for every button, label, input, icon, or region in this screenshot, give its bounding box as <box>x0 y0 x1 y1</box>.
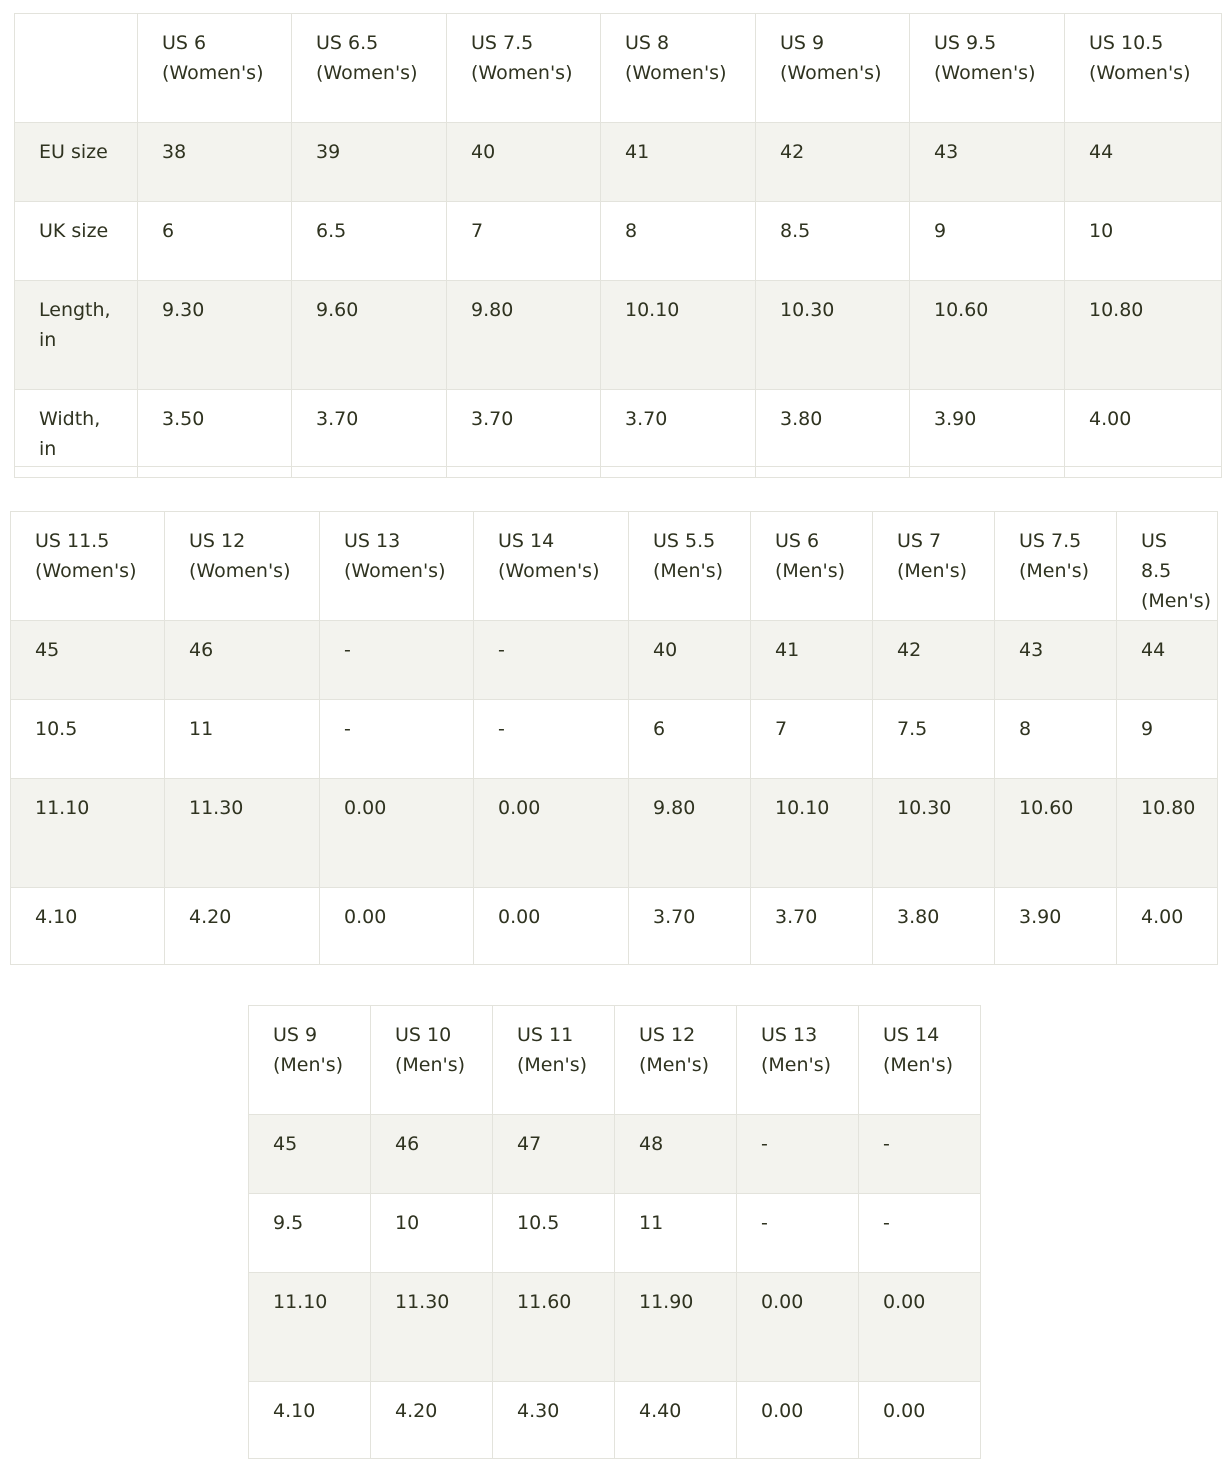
table-cell: 6 <box>138 202 292 281</box>
table-cell: - <box>737 1194 859 1273</box>
table-cell: 10 <box>1065 202 1222 281</box>
table-cell: 3.70 <box>292 390 447 467</box>
table-cell: 4.20 <box>165 888 320 965</box>
table-row <box>249 1382 981 1459</box>
table-cell: - <box>737 1115 859 1194</box>
table-cell: - <box>859 1115 981 1194</box>
table-cell: 10.5 <box>11 700 165 779</box>
table-cell: 9 <box>1117 700 1218 779</box>
table-cell: 6 <box>629 700 751 779</box>
table-cell: 38 <box>138 123 292 202</box>
table-row <box>15 390 1222 467</box>
table-cell: 0.00 <box>320 888 474 965</box>
table-cell: 10.10 <box>751 779 873 888</box>
header-cell: US 13 (Women's) <box>320 512 474 621</box>
table-cell: 43 <box>995 621 1117 700</box>
table-cell: 4.00 <box>1065 390 1222 467</box>
table-cell-empty <box>447 467 601 478</box>
table-cell: 0.00 <box>474 779 629 888</box>
table-cell: 46 <box>371 1115 493 1194</box>
table-cell: 11.60 <box>493 1273 615 1382</box>
table-row <box>15 281 1222 390</box>
header-cell: US 11.5 (Women's) <box>11 512 165 621</box>
table-cell: 3.90 <box>995 888 1117 965</box>
table-cell: 8 <box>601 202 756 281</box>
table-cell: 3.70 <box>629 888 751 965</box>
table-cell: 46 <box>165 621 320 700</box>
header-cell: US 9 (Women's) <box>756 14 910 123</box>
table-cell: 10.5 <box>493 1194 615 1273</box>
size-chart-table-1 <box>14 13 1222 478</box>
table-cell: 4.30 <box>493 1382 615 1459</box>
table-cell-empty <box>138 467 292 478</box>
table-cell: 39 <box>292 123 447 202</box>
table-cell: - <box>320 700 474 779</box>
table-cell: 8 <box>995 700 1117 779</box>
table-cell-empty <box>1065 467 1222 478</box>
header-cell: US 10.5 (Women's) <box>1065 14 1222 123</box>
table-cell: 9 <box>910 202 1065 281</box>
table-cell: 11.90 <box>615 1273 737 1382</box>
table-cell: 9.80 <box>629 779 751 888</box>
table-cell: 47 <box>493 1115 615 1194</box>
table-cell: 0.00 <box>859 1273 981 1382</box>
header-cell: US 5.5 (Men's) <box>629 512 751 621</box>
header-cell: US 9.5 (Women's) <box>910 14 1065 123</box>
header-row <box>249 1006 981 1115</box>
table-row <box>15 202 1222 281</box>
table-cell: 9.5 <box>249 1194 371 1273</box>
table-cell: 45 <box>11 621 165 700</box>
table-row <box>249 1273 981 1382</box>
header-cell: US 13 (Men's) <box>737 1006 859 1115</box>
table-cell: 10.60 <box>910 281 1065 390</box>
table-row <box>11 700 1218 779</box>
table-cell: 4.00 <box>1117 888 1218 965</box>
table-cell: 41 <box>601 123 756 202</box>
table-cell: 44 <box>1117 621 1218 700</box>
table-cell: 40 <box>447 123 601 202</box>
table-cell-empty <box>756 467 910 478</box>
header-cell: US 10 (Men's) <box>371 1006 493 1115</box>
header-cell: US 11 (Men's) <box>493 1006 615 1115</box>
header-cell: US 14 (Men's) <box>859 1006 981 1115</box>
header-row <box>11 512 1218 621</box>
table-cell: 0.00 <box>859 1382 981 1459</box>
table-cell: 11 <box>615 1194 737 1273</box>
table-cell: 0.00 <box>737 1273 859 1382</box>
table-cell: 8.5 <box>756 202 910 281</box>
header-cell: US 6 (Women's) <box>138 14 292 123</box>
table-cell: 3.70 <box>601 390 756 467</box>
table-row <box>11 779 1218 888</box>
header-cell: US 12 (Men's) <box>615 1006 737 1115</box>
table-cell: 11.30 <box>371 1273 493 1382</box>
table-cell: 3.70 <box>751 888 873 965</box>
table-cell-empty <box>15 467 138 478</box>
table-cell: 9.60 <box>292 281 447 390</box>
header-cell: US 7.5 (Men's) <box>995 512 1117 621</box>
table-cell: 10 <box>371 1194 493 1273</box>
table-cell: 9.30 <box>138 281 292 390</box>
table-cell: 10.30 <box>873 779 995 888</box>
table-cell: 7 <box>751 700 873 779</box>
header-cell: US 8 (Women's) <box>601 14 756 123</box>
row-label: Length, in <box>15 281 138 390</box>
table-row <box>249 1115 981 1194</box>
table-cell: 11.30 <box>165 779 320 888</box>
table-cell: 3.50 <box>138 390 292 467</box>
table-cell: 48 <box>615 1115 737 1194</box>
table-cell: 43 <box>910 123 1065 202</box>
header-cell: US 7 (Men's) <box>873 512 995 621</box>
table-cell-empty <box>601 467 756 478</box>
table-cell: 10.10 <box>601 281 756 390</box>
row-label: EU size <box>15 123 138 202</box>
table-cell: 11.10 <box>249 1273 371 1382</box>
table-cell-empty <box>910 467 1065 478</box>
table-cell: 4.40 <box>615 1382 737 1459</box>
header-cell: US 6 (Men's) <box>751 512 873 621</box>
table-cell: 11 <box>165 700 320 779</box>
table-cell: - <box>474 700 629 779</box>
table-cell: 40 <box>629 621 751 700</box>
table-cell: 10.80 <box>1065 281 1222 390</box>
table-cell: 3.80 <box>756 390 910 467</box>
table-cell: 4.10 <box>249 1382 371 1459</box>
table-cell-empty <box>292 467 447 478</box>
header-cell: US 14 (Women's) <box>474 512 629 621</box>
table-cell: 41 <box>751 621 873 700</box>
table-cell: 44 <box>1065 123 1222 202</box>
table-row <box>15 123 1222 202</box>
table-cell: 11.10 <box>11 779 165 888</box>
header-cell <box>15 14 138 123</box>
table-cell: 42 <box>873 621 995 700</box>
header-cell: US 12 (Women's) <box>165 512 320 621</box>
table-cell: 42 <box>756 123 910 202</box>
table-cell: 3.70 <box>447 390 601 467</box>
table-cell: 10.80 <box>1117 779 1218 888</box>
table-cell: 6.5 <box>292 202 447 281</box>
header-cell: US 7.5 (Women's) <box>447 14 601 123</box>
table-cell: 4.10 <box>11 888 165 965</box>
table-row <box>11 888 1218 965</box>
table-cell: 9.80 <box>447 281 601 390</box>
header-cell: US 6.5 (Women's) <box>292 14 447 123</box>
row-label: UK size <box>15 202 138 281</box>
table-cell: - <box>474 621 629 700</box>
table-cell: 7.5 <box>873 700 995 779</box>
table-row <box>249 1194 981 1273</box>
table-cell: 7 <box>447 202 601 281</box>
table-cell: 10.60 <box>995 779 1117 888</box>
table-cell: 3.80 <box>873 888 995 965</box>
row-label: Width, in <box>15 390 138 467</box>
table-cell: 4.20 <box>371 1382 493 1459</box>
table-cell: 0.00 <box>474 888 629 965</box>
table-row <box>11 621 1218 700</box>
header-row <box>15 14 1222 123</box>
table-cell: 0.00 <box>737 1382 859 1459</box>
size-chart-table-2 <box>10 511 1218 965</box>
table-cell: 45 <box>249 1115 371 1194</box>
table-cell: 3.90 <box>910 390 1065 467</box>
table-cell: 0.00 <box>320 779 474 888</box>
table-cell: - <box>859 1194 981 1273</box>
header-cell: US 8.5 (Men's) <box>1117 512 1218 621</box>
table-cell: 10.30 <box>756 281 910 390</box>
table-row-cutoff <box>15 467 1222 478</box>
header-cell: US 9 (Men's) <box>249 1006 371 1115</box>
table-cell: - <box>320 621 474 700</box>
size-chart-table-3 <box>248 1005 981 1459</box>
